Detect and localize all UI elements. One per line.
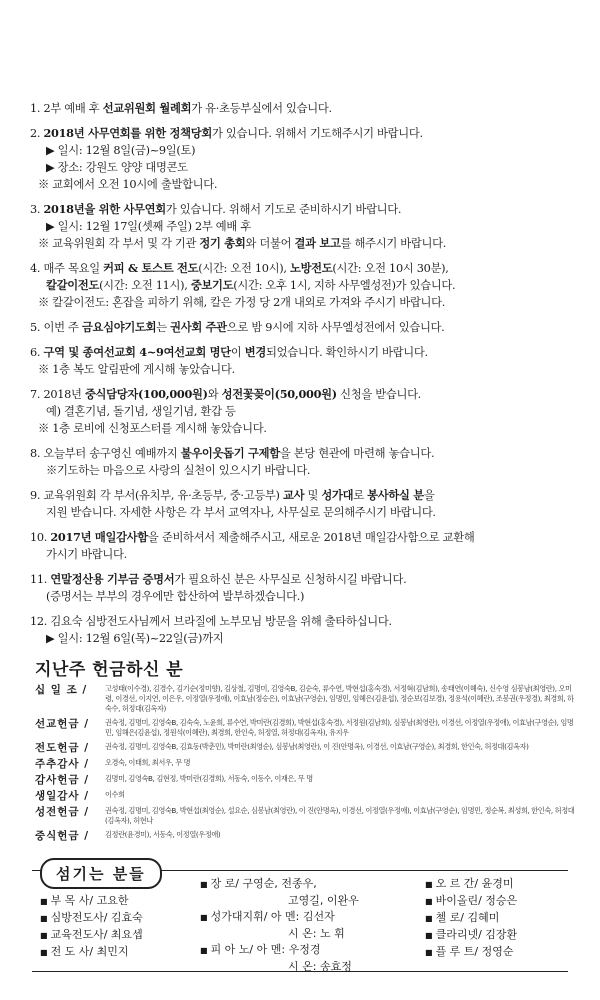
offering-row-birthday [35, 790, 575, 802]
offering-row-lunch [35, 830, 575, 842]
offering-names: 김정란(윤경미), 서동숙, 이정열(우정애) [105, 830, 221, 839]
announcement-5: 5. 이번 주 금요심야기도회는 권사회 주관으로 밤 9시에 지하 사무엘성전에서 있습니다. [30, 320, 445, 334]
offering-row-mission [35, 718, 575, 738]
server-entry: ■ 부 목 사/ 고요한 [40, 894, 129, 907]
offering-names: 김명미, 김영숙B, 김현정, 박미란(김경희), 서동숙, 이동수, 이재은, 무 명 [105, 774, 313, 783]
announcement-7: 7. 2018년 중식담당자(100,000원)와 성전꽃꽂이(50,000원) 신청을 받습니다. 예) 결혼기념, 돌기념, 생일기념, 환갑 등 ※ 1층 로비에 신청포스터를 게시해 놓았습니다. [30, 387, 421, 435]
announcement-2: 2. 2018년 사무연회를 위한 정책당회가 있습니다. 위해서 기도해주시기 바랍니다. ▶ 일시: 12월 8일(금)~9일(토) ▶ 장소: 강원도 양양 대명콘도 ※ 교회에서 오전 10시에 출발합니다. [30, 126, 423, 191]
offering-category: 선교헌금 / [35, 718, 90, 730]
server-entry-elders-cont: 고영길, 이완우 [288, 894, 359, 907]
server-entry: ■ 첼 로/ 김혜미 [425, 911, 500, 924]
offering-category: 생일감사 / [35, 790, 90, 802]
offering-category: 주추감사 / [35, 758, 90, 770]
offering-row-thanks [35, 774, 575, 786]
offering-names: 권숙정, 김명미, 김영숙B, 김효동(박춘민), 박미란(최영순), 심봉남(최영란), 이 진(안명옥), 이경선, 이효남(구영순), 최경희, 한인숙, 허정대(김옥자) [105, 742, 529, 751]
offering-names: 권숙정, 김명미, 김영숙B, 박현섭(최영순), 설요순, 심봉남(최영란), 이 진(안명옥), 이경선, 이정열(우정애), 이효남(구영순), 임명민, 정순복, 최성희, 한인숙, 허정대(김옥자), 허현나 [105, 806, 575, 825]
offering-row-sanctuary [35, 806, 575, 826]
announcement-8: 8. 오늘부터 송구영신 예배까지 불우이웃돕기 구제함을 본당 현관에 마련해 놓습니다. ※기도하는 마음으로 사랑의 실천이 있으시기 바랍니다. [30, 446, 435, 477]
server-entry: ■ 심방전도사/ 김효숙 [40, 911, 143, 924]
servers-column-staff [40, 893, 143, 961]
server-entry-piano: ■ 피 아 노/ 아 멘: 우정경 [200, 943, 321, 956]
offering-category: 성전헌금 / [35, 806, 90, 818]
offering-category: 중식헌금 / [35, 830, 90, 842]
offering-category: 십 일 조 / [35, 684, 88, 696]
servers-title: 섬기는 분들 [40, 858, 162, 889]
offering-category: 감사헌금 / [35, 774, 90, 786]
announcements [30, 100, 575, 655]
announcement-6: 6. 구역 및 종여선교회 4~9여선교회 명단이 변경되었습니다. 확인하시기 바랍니다. ※ 1층 복도 알림판에 게시해 놓았습니다. [30, 345, 428, 376]
announcement-11: 11. 연말정산용 기부금 증명서가 필요하신 분은 사무실로 신청하시길 바랍니다. (증명서는 부부의 경우에만 합산하여 발부하겠습니다.) [30, 572, 407, 603]
offerings-heading: 지난주 헌금하신 분 [35, 660, 184, 680]
servers-column-elders-music [200, 876, 359, 975]
server-entry-elders: ■ 장 로/ 구영순, 전종우, [200, 877, 317, 890]
server-entry: ■ 바이올린/ 정승은 [425, 894, 518, 907]
offerings-list [35, 684, 575, 846]
offering-names: 오경숙, 이태희, 최서우, 무 명 [105, 758, 191, 767]
announcement-12: 12. 김요숙 심방전도사님께서 브라질에 노부모님 방문을 위해 출타하십니다. ▶ 일시: 12월 6일(목)~22일(금)까지 [30, 615, 392, 645]
announcement-10: 10. 2017년 매일감사함을 준비하셔서 제출해주시고, 새로운 2018년 매일감사함으로 교환해 가시기 바랍니다. [30, 530, 475, 561]
offering-names: 고성태(이수경), 김경수, 김기순(정미향), 김상철, 김명미, 김영숙B, 김순숙, 류수연, 박현섭(홍숙경), 서정혁(김남희), 송태연(이혜숙), 신수영 심봉남(최영란), 오미령, 이경선, 이지연, 이은우, 이정열(우정애), 이효남(정승은), 이효남(구영순), 임명민, 임혜은(김윤섭), 정순보(김보경), 정용석(이혜란), 조봉권(우정경), 최경희, 하숙수, 허정대(김옥자) [105, 684, 574, 713]
announcement-3: 3. 2018년을 위한 사무연회가 있습니다. 위해서 기도로 준비하시기 바랍니다. ▶ 일시: 12월 17일(셋째 주일) 2부 예배 후 ※ 교육위원회 각 부서 및 각 기관 정기 총회와 더불어 결과 보고를 해주시기 바랍니다. [30, 202, 447, 250]
announcement-4: 4. 매주 목요일 커피 & 토스트 전도(시간: 오전 10시), 노방전도(시간: 오전 10시 30분), 칼갈이전도(시간: 오전 11시), 중보기도(시간: 오후 1시, 지하 사무엘성전)가 있습니다. ※ 칼갈이전도: 혼잡을 피하기 위해, 칼은 가정 당 2개 내외로 가져와 주시기 바랍니다. [30, 261, 456, 309]
server-entry-piano-cont: 시 온: 송효정 [288, 960, 352, 973]
offering-row-weekly-thanks [35, 758, 575, 770]
offering-names: 권숙정, 김명미, 김영숙B, 김숙숙, 노윤희, 류수연, 박미란(김경희), 박현섭(홍숙경), 서정원(김남희), 심봉남(최영란), 이경선, 이정열(우정애), 이효남(구영순), 임명민, 임해은(김윤섭), 정원석(이혜란), 최경희, 한인숙, 허정열, 허정대(김옥자), 유지우 [105, 718, 574, 737]
offering-names: 이수희 [105, 790, 125, 799]
servers-column-instruments [425, 876, 517, 961]
server-entry: ■ 오 르 간/ 윤경미 [425, 877, 514, 890]
server-entry-choir: ■ 성가대지휘/ 아 멘: 김선자 [200, 910, 335, 923]
server-entry-choir-cont: 시 온: 노 휘 [288, 927, 345, 940]
offering-row-evangelism [35, 742, 575, 754]
announcement-1: 1. 2부 예배 후 선교위원회 월례회가 유·초등부실에서 있습니다. [30, 101, 332, 115]
server-entry: ■ 플 루 트/ 정영순 [425, 945, 514, 958]
server-entry: ■ 교육전도사/ 최요셉 [40, 928, 143, 941]
offering-category: 전도헌금 / [35, 742, 90, 754]
server-entry: ■ 클라리넷/ 김장환 [425, 928, 518, 941]
offering-row-tithe [35, 684, 575, 714]
announcement-9: 9. 교육위원회 각 부서(유치부, 유·초등부, 중·고등부) 교사 및 성가대로 봉사하실 분을 지원 받습니다. 자세한 사항은 각 부서 교역자나, 사무실로 문의해주시기 바랍니다. [30, 488, 436, 519]
server-entry: ■ 전 도 사/ 최민지 [40, 945, 129, 958]
